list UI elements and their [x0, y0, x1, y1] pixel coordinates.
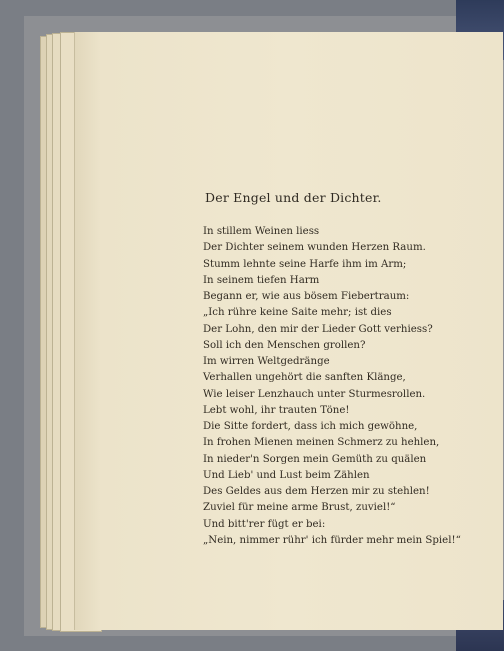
poem-line: In frohen Mienen meinen Schmerz zu hehlen,	[203, 437, 440, 449]
poem-line: Soll ich den Menschen grollen?	[203, 339, 366, 351]
poem-line: Zuviel für meine arme Brust, zuviel!“	[203, 502, 396, 514]
poem-line: Des Geldes aus dem Herzen mir zu stehlen!	[203, 486, 430, 497]
poem-line: Der Lohn, den mir der Lieder Gott verhiess?	[203, 323, 433, 335]
poem-line: Und bitt'rer fügt er bei:	[203, 518, 326, 530]
poem-line: „Nein, nimmer rühr' ich fürder mehr mein Spiel!“	[203, 534, 461, 546]
poem-line: In stillem Weinen liess	[203, 226, 320, 237]
poem-line: In seinem tiefen Harm	[203, 274, 320, 286]
poem-line: Wie leiser Lenzhauch unter Sturmesrollen.	[203, 388, 426, 400]
poem-line: „Ich rühre keine Saite mehr; ist dies	[203, 307, 392, 319]
poem-line: Begann er, wie aus bösem Fiebertraum:	[203, 291, 410, 302]
poem-title: Der Engel und der Dichter.	[205, 190, 382, 205]
poem-line: In nieder'n Sorgen mein Gemüth zu quälen	[203, 453, 427, 465]
poem-line: Lebt wohl, ihr trauten Töne!	[203, 404, 350, 416]
poem-line: Der Dichter seinem wunden Herzen Raum.	[203, 242, 426, 254]
poem-line: Verhallen ungehört die sanften Klänge,	[203, 372, 406, 384]
poem-body	[203, 224, 461, 549]
poem-line: Und Lieb' und Lust beim Zählen	[203, 469, 370, 481]
poem-line: Stumm lehnte seine Harfe ihm im Arm;	[203, 258, 407, 270]
poem-line: Die Sitte fordert, dass ich mich gewöhne,	[203, 421, 418, 432]
poem-line: Im wirren Weltgedränge	[203, 356, 330, 367]
